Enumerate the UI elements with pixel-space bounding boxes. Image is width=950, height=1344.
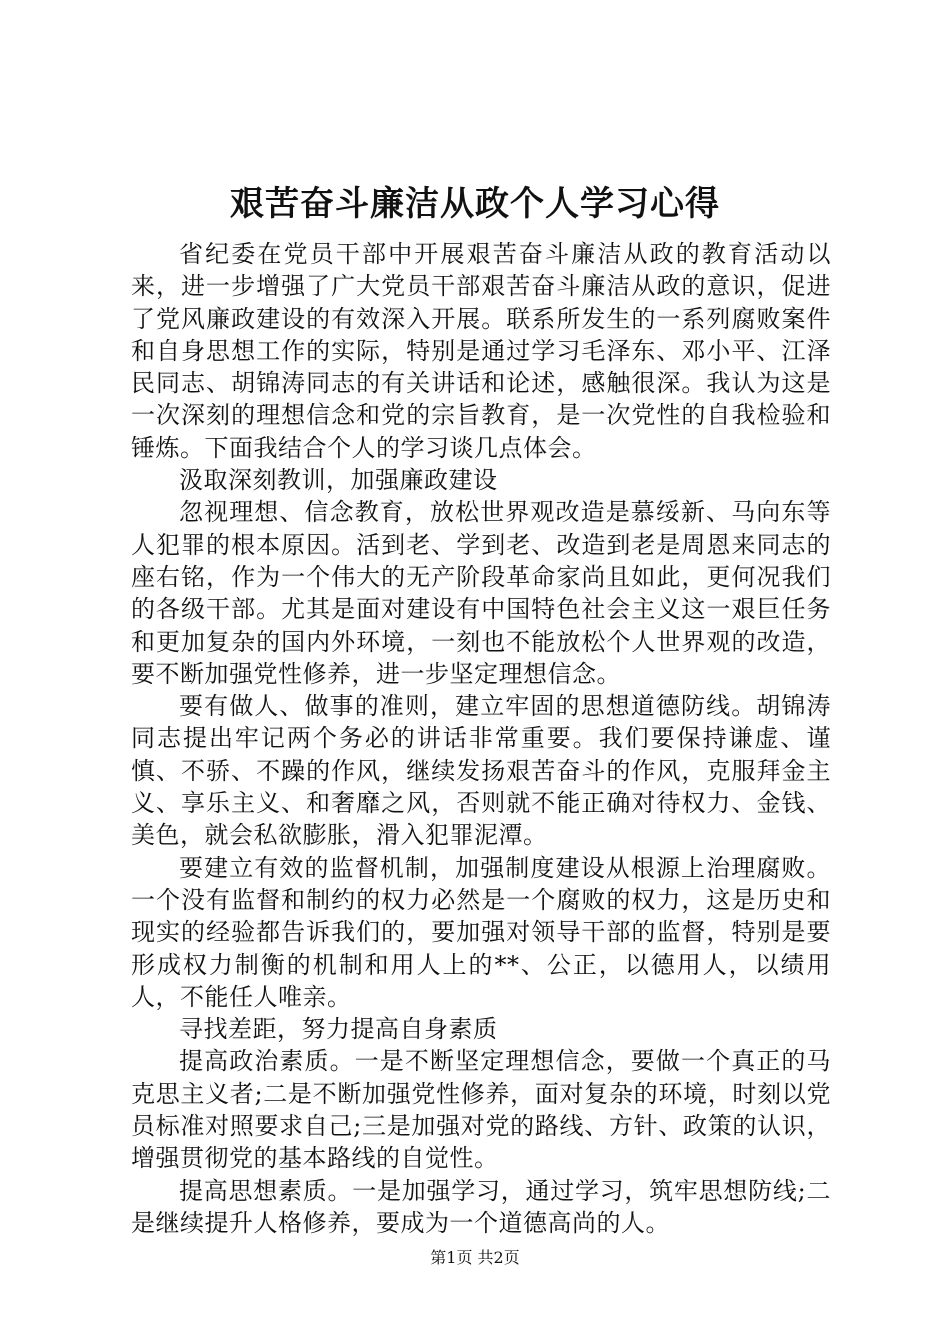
paragraph: 要建立有效的监督机制，加强制度建设从根源上治理腐败。一个没有监督和制约的权力必然是一个腐败的权力，这是历史和现实的经验都告诉我们的，要加强对领导干部的监督，特别是要形成权力制衡的机制和用人上的**、公正，以德用人，以绩用人，不能任人唯亲。: [131, 853, 831, 1011]
document-title: 艰苦奋斗廉洁从政个人学习心得: [230, 184, 720, 224]
section-heading-2: 寻找差距，努力提高自身素质: [179, 1015, 498, 1044]
paragraph: 要有做人、做事的准则，建立牢固的思想道德防线。胡锦涛同志提出牢记两个务必的讲话非常重要。我们要保持谦虚、谨慎、不骄、不躁的作风，继续发扬艰苦奋斗的作风，克服拜金主义、享乐主义、和奢靡之风，否则就不能正确对待权力、金钱、美色，就会私欲膨胀，滑入犯罪泥潭。: [131, 692, 831, 850]
page-footer: 第1页 共2页: [430, 1248, 520, 1267]
paragraph: 忽视理想、信念教育，放松世界观改造是慕绥新、马向东等人犯罪的根本原因。活到老、学到老、改造到老是周恩来同志的座右铭，作为一个伟大的无产阶段革命家尚且如此，更何况我们的各级干部。尤其是面对建设有中国特色社会主义这一艰巨任务和更加复杂的国内外环境，一刻也不能放松个人世界观的改造，要不断加强党性修养，进一步坚定理想信念。: [131, 498, 831, 688]
section-heading-1: 汲取深刻教训，加强廉政建设: [179, 466, 498, 495]
paragraph: 提高思想素质。一是加强学习，通过学习，筑牢思想防线;二是继续提升人格修养，要成为一个道德高尚的人。: [131, 1176, 831, 1237]
paragraph-intro: 省纪委在党员干部中开展艰苦奋斗廉洁从政的教育活动以来，进一步增强了广大党员干部艰苦奋斗廉洁从政的意识，促进了党风廉政建设的有效深入开展。联系所发生的一系列腐败案件和自身思想工作的实际，特别是通过学习毛泽东、邓小平、江泽民同志、胡锦涛同志的有关讲话和论述，感触很深。我认为这是一次深刻的理想信念和党的宗旨教育，是一次党性的自我检验和锤炼。下面我结合个人的学习谈几点体会。: [131, 240, 831, 462]
document-body: [131, 238, 831, 1239]
paragraph: 提高政治素质。一是不断坚定理想信念，要做一个真正的马克思主义者;二是不断加强党性修养，面对复杂的环境，时刻以党员标准对照要求自己;三是加强对党的路线、方针、政策的认识，增强贯彻党的基本路线的自觉性。: [131, 1047, 831, 1173]
